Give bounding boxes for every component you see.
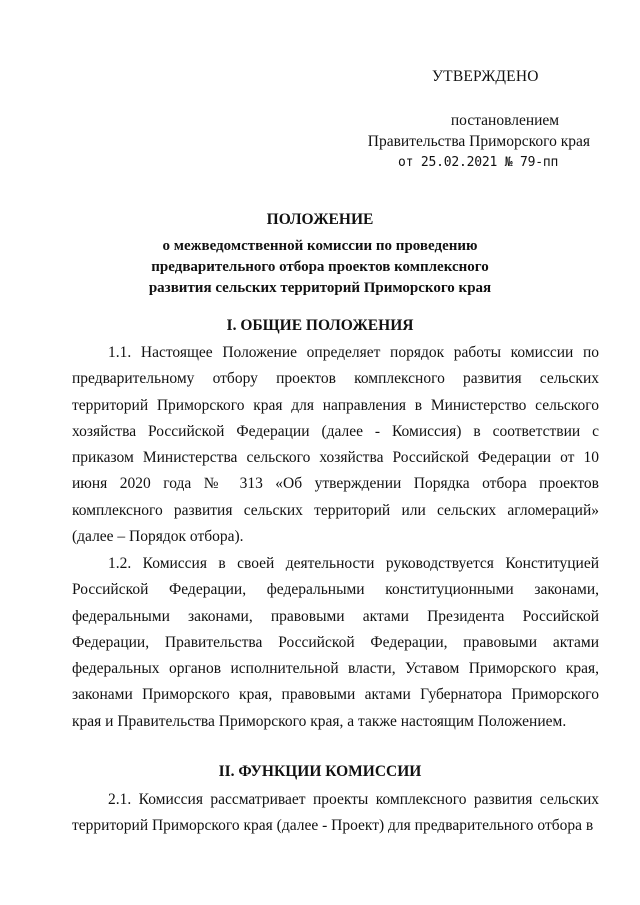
section-title-functions: II. ФУНКЦИИ КОМИССИИ (218, 763, 422, 780)
document-subtitle (0, 236, 640, 299)
approval-line-decree: постановлением (450, 112, 560, 129)
paragraph-2-1: 2.1. Комиссия рассматривает проекты комплексного развития сельских территорий Приморского края (далее - Проект) для предварительного отбора в (72, 791, 599, 835)
approval-title: УТВЕРЖДЕНО (432, 68, 539, 85)
section-title-general: I. ОБЩИЕ ПОЛОЖЕНИЯ (226, 317, 414, 334)
paragraph-1-1: 1.1. Настоящее Положение определяет порядок работы комиссии по предварительному отбору проектов комплексного развития сельских территорий Приморского края для направления в Министерство сельского хозяйства Российской Федерации (далее - Комиссия) в соответствии с приказом Министерства сельского хозяйства Российской Федерации от 10 июня 2020 года № 313 «Об утверждении Порядка отбора проектов комплексного развития сельских территорий или сельских агломераций» (далее – Порядок отбора). (72, 344, 599, 546)
paragraph-1-2: 1.2. Комиссия в своей деятельности руководствуется Конституцией Российской Федерации, федеральными конституционными законами, федеральными законами, правовыми актами Президента Российской Федерации, Правительства Российской Федерации, правовыми актами федеральных органов исполнительной власти, Уставом Приморского края, законами Приморского края, правовыми актами Губернатора Приморского края и Правительства Приморского края, а также настоящим Положением. (72, 555, 599, 730)
subtitle-line: предварительного отбора проектов комплексного (151, 259, 489, 275)
approval-line-government: Правительства Приморского края (367, 133, 590, 150)
approval-line-date-number: от 25.02.2021 № 79-пп (398, 155, 559, 170)
subtitle-line: о межведомственной комиссии по проведению (162, 238, 478, 254)
document-title: ПОЛОЖЕНИЕ (266, 211, 374, 228)
subtitle-line: развития сельских территорий Приморского края (148, 280, 492, 296)
